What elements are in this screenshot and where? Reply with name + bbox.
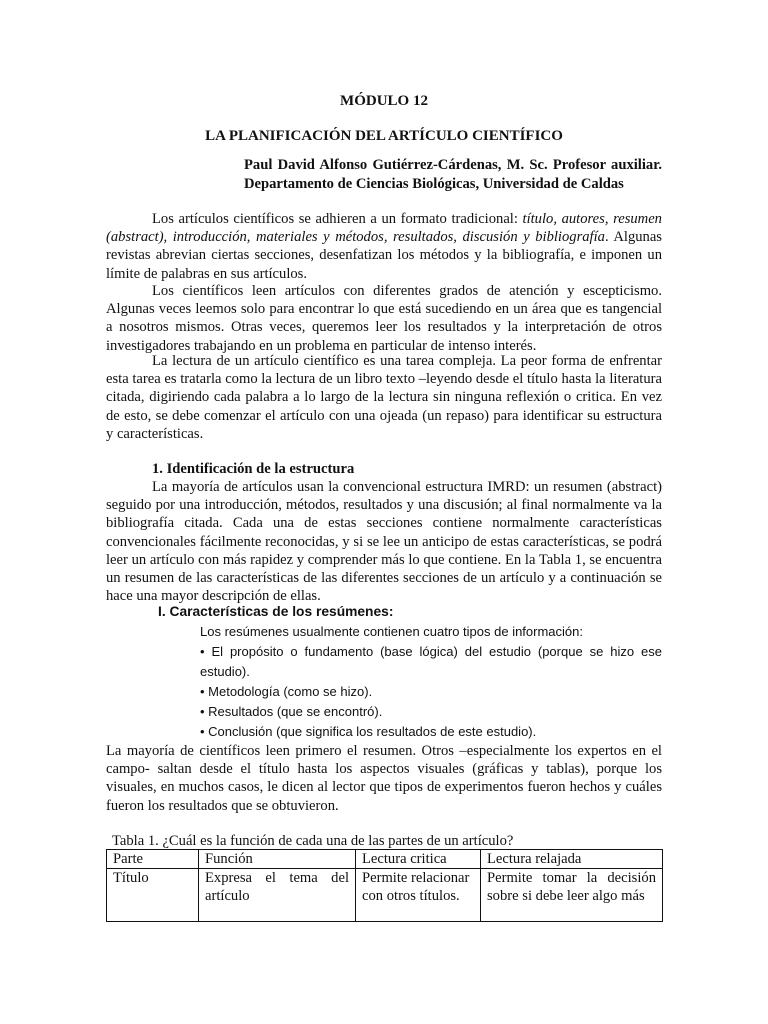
table-header-row <box>107 850 663 869</box>
table-cell: Título <box>107 869 199 922</box>
abstract-intro: Los resúmenes usualmente contienen cuatro tipos de información: <box>200 624 583 639</box>
author-affiliation: Paul David Alfonso Gutiérrez-Cárdenas, M. Sc. Profesor auxiliar. Departamento de Ciencias Biológicas, Universidad de Caldas <box>244 157 662 192</box>
table-header-cell: Lectura critica <box>356 850 481 869</box>
paragraph-structure: La mayoría de artículos usan la convencional estructura IMRD: un resumen (abstract) seguido por una introducción, métodos, resultados y una discusión; al final normalmente va la bibliografía citada. Cada una de estas secciones contiene normalmente características convencionales fácilmente reconocidas, y si se lee un anticipo de estas características, se podrá leer un artículo con más rapidez y comprender más lo que contiene. En la Tabla 1, se encuentra un resumen de las características de las diferentes secciones de un artículo y a continuación se hace una mayor descripción de ellas. <box>106 479 662 605</box>
paragraph-intro-text: Los artículos científicos se adhieren a un formato tradicional: <box>152 211 523 227</box>
paragraph-intro-italic: título, autores, resumen (abstract), introducción, materiales y métodos, resultados, discusión y bibliografía <box>106 211 662 246</box>
table-header-cell: Lectura relajada <box>481 850 663 869</box>
paragraph-intro <box>106 210 662 283</box>
paragraph-reading-attention: Los científicos leen artículos con diferentes grados de atención y escepticismo. Algunas veces leemos solo para encontrar lo que está sucediendo en un área que es tangencial a nosotros mismos. Otras veces, queremos leer los resultados y la interpretación de otros investigadores trabajando en un problema en particular de intenso interés. <box>106 283 662 354</box>
list-item: • Conclusión (que significa los resultados de este estudio). <box>200 724 537 739</box>
list-item: • El propósito o fundamento (base lógica) del estudio (porque se hizo ese estudio). <box>200 644 662 679</box>
paragraph-reading-order: La mayoría de científicos leen primero el resumen. Otros –especialmente los expertos en el campo- saltan desde el título hasta los aspectos visuales (gráficas y tablas), porque los visuales, en muchos casos, le dicen al lector que tipos de experimentos fueron hechos y cuáles fueron los resultados que se obtuvieron. <box>106 743 662 814</box>
table-caption: Tabla 1. ¿Cuál es la función de cada una de las partes de un artículo? <box>112 833 514 849</box>
functions-table <box>106 849 663 922</box>
table-cell: Expresa el tema del artículo <box>199 869 356 922</box>
table-row <box>107 869 663 922</box>
subsection-heading: I. Características de los resúmenes: <box>158 604 394 619</box>
module-title: MÓDULO 12 <box>340 93 428 109</box>
article-title: LA PLANIFICACIÓN DEL ARTÍCULO CIENTÍFICO <box>205 128 563 144</box>
table-header-cell: Función <box>199 850 356 869</box>
table-header-cell: Parte <box>107 850 199 869</box>
list-item: • Metodología (como se hizo). <box>200 684 373 699</box>
table-cell: Permite tomar la decisión sobre si debe leer algo más <box>481 869 663 922</box>
paragraph-intro-text-end: . Algunas revistas abrevian ciertas secciones, desenfatizan los métodos y la bibliografía, e imponen un límite de palabras en sus artículos. <box>106 229 662 282</box>
abstract-list <box>200 622 662 742</box>
table-cell: Permite relacionar con otros títulos. <box>356 869 481 922</box>
paragraph-reading-complexity: La lectura de un artículo científico es una tarea compleja. La peor forma de enfrentar esta tarea es tratarla como la lectura de un libro texto –leyendo desde el título hasta la literatura citada, digiriendo cada palabra a lo largo de la lectura sin ninguna reflexión o critica. En vez de esto, se debe comenzar el artículo con una ojeada (un repaso) para identificar su estructura y características. <box>106 353 662 442</box>
list-item: • Resultados (que se encontró). <box>200 704 383 719</box>
section-heading: 1. Identificación de la estructura <box>152 461 355 477</box>
